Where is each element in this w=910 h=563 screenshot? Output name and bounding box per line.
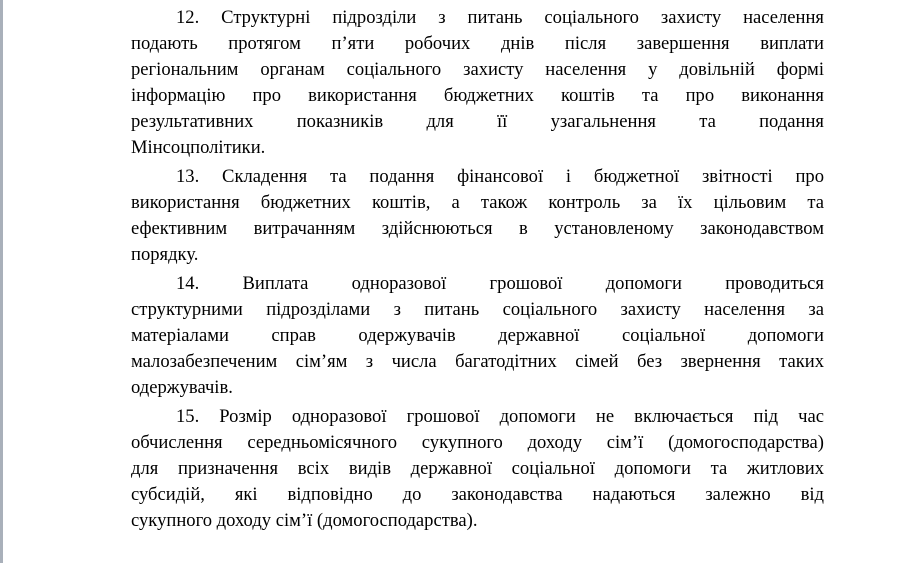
text-line: одержувачів.: [131, 377, 233, 398]
text-line: малозабезпеченим сім’ям з числа багатодітних сімей без звернення таких: [131, 351, 824, 372]
text-line: 12. Структурні підрозділи з питань соціального захисту населення: [176, 7, 824, 28]
text-line: Мінсоцполітики.: [131, 137, 266, 158]
text-line: використання бюджетних коштів, а також контроль за їх цільовим та: [131, 192, 824, 213]
text-line: інформацію про використання бюджетних коштів та про виконання: [131, 85, 824, 106]
text-line: субсидій, які відповідно до законодавства надаються залежно від: [131, 484, 824, 505]
document-page: [131, 5, 824, 537]
text-line: 14. Виплата одноразової грошової допомоги проводиться: [176, 273, 824, 294]
text-line: подають протягом п’яти робочих днів після завершення виплати: [131, 33, 824, 54]
text-line: для призначення всіх видів державної соціальної допомоги та житлових: [131, 458, 824, 479]
paragraph-12: [131, 5, 824, 161]
text-line: регіональним органам соціального захисту населення у довільній формі: [131, 59, 824, 80]
paragraph-13: [131, 164, 824, 268]
paragraph-15: [131, 404, 824, 534]
text-line: структурними підрозділами з питань соціального захисту населення за: [131, 299, 824, 320]
page-left-border: [0, 0, 3, 563]
text-line: матеріалами справ одержувачів державної соціальної допомоги: [131, 325, 824, 346]
text-line: обчислення середньомісячного сукупного доходу сім’ї (домогосподарства): [131, 432, 824, 453]
text-line: 13. Складення та подання фінансової і бюджетної звітності про: [176, 166, 824, 187]
text-line: порядку.: [131, 244, 199, 265]
text-line: результативних показників для її узагальнення та подання: [131, 111, 824, 132]
text-line: 15. Розмір одноразової грошової допомоги не включається під час: [176, 406, 824, 427]
text-line: сукупного доходу сім’ї (домогосподарства).: [131, 510, 478, 531]
paragraph-14: [131, 271, 824, 401]
text-line: ефективним витрачанням здійснюються в установленому законодавством: [131, 218, 824, 239]
